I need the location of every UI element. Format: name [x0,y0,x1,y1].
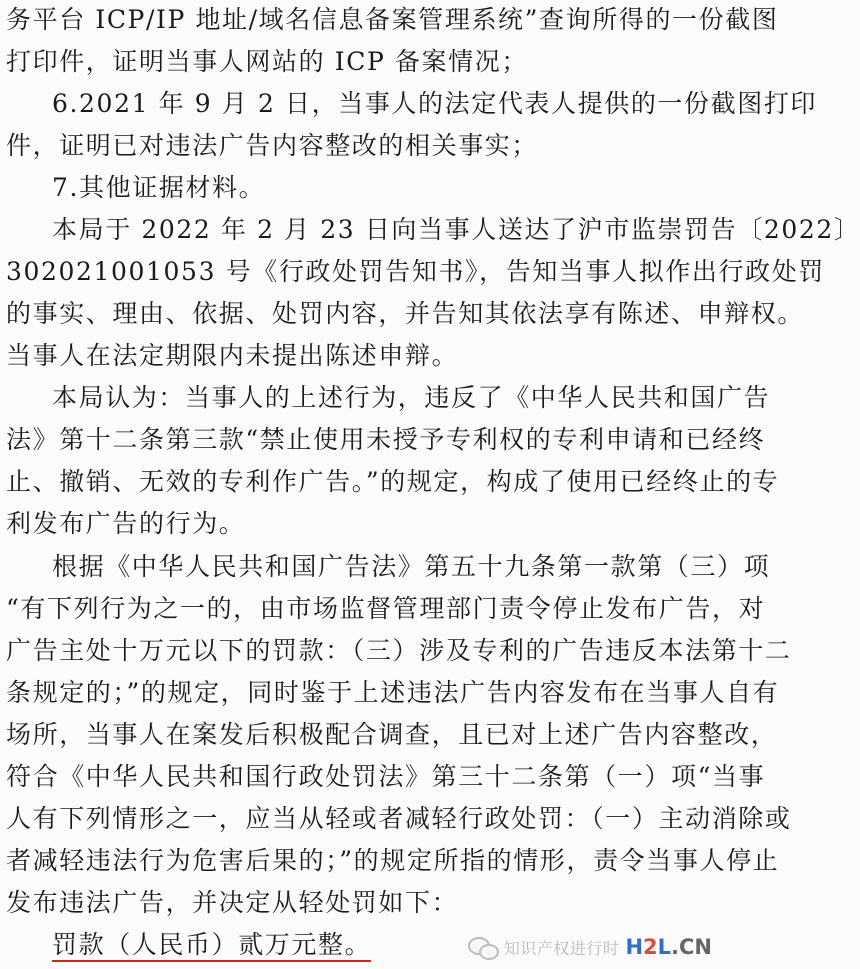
text-line: 件，证明已对违法广告内容整改的相关事实； [6,131,539,160]
watermark [468,935,712,959]
h2l-logo: H2L.CN [625,935,712,959]
text-line: 场所，当事人在案发后积极配合调查，且已对上述广告内容整改， [6,720,778,749]
text-line: 6.2021 年 9 月 2 日，当事人的法定代表人提供的一份截图打印 [52,89,818,118]
text-line: 者减轻违法行为危害后果的；”的规定所指的情形，责令当事人停止 [6,846,780,875]
text-line: “有下列行为之一的，由市场监督管理部门责令停止发布广告，对 [6,594,766,623]
text-line: 当事人在法定期限内未提出陈述申辩。 [6,341,459,370]
text-line: 发布违法广告，并决定从轻处罚如下： [6,888,459,917]
text-line: 本局于 2022 年 2 月 23 日向当事人送达了沪市监崇罚告〔2022〕 [52,215,860,244]
text-line: 根据《中华人民共和国广告法》第五十九条第一款第（三）项 [52,552,771,581]
text-line: 本局认为：当事人的上述行为，违反了《中华人民共和国广告 [52,383,771,412]
text-line: 7.其他证据材料。 [52,173,266,202]
text-line: 止、撤销、无效的专利作广告。”的规定，构成了使用已经终止的专 [6,467,780,496]
penalty-amount-text: 罚款（人民币）贰万元整。 [52,930,371,962]
text-line: 利发布广告的行为。 [6,509,246,538]
watermark-text: 知识产权进行时 [503,938,620,958]
text-line: 的事实、理由、依据、处罚内容，并告知其依法享有陈述、申辩权。 [6,299,805,328]
text-line: 人有下列情形之一，应当从轻或者减轻行政处罚：（一）主动消除或 [6,804,792,833]
text-line: 务平台 ICP/IP 地址/域名信息备案管理系统”查询所得的一份截图 [6,5,779,34]
text-line: 302021001053 号《行政处罚告知书》，告知当事人拟作出行政处罚 [6,257,825,286]
text-line: 符合《中华人民共和国行政处罚法》第三十二条第（一）项“当事 [6,762,766,791]
text-line: 广告主处十万元以下的罚款：（三）涉及专利的广告违反本法第十二 [6,636,792,665]
wechat-icon [468,935,498,959]
text-line: 打印件，证明当事人网站的 ICP 备案情况； [6,47,528,76]
text-line: 法》第十二条第三款“禁止使用未授予专利权的专利申请和已经终 [6,425,766,454]
text-line: 条规定的；”的规定，同时鉴于上述违法广告内容发布在当事人自有 [6,678,780,707]
